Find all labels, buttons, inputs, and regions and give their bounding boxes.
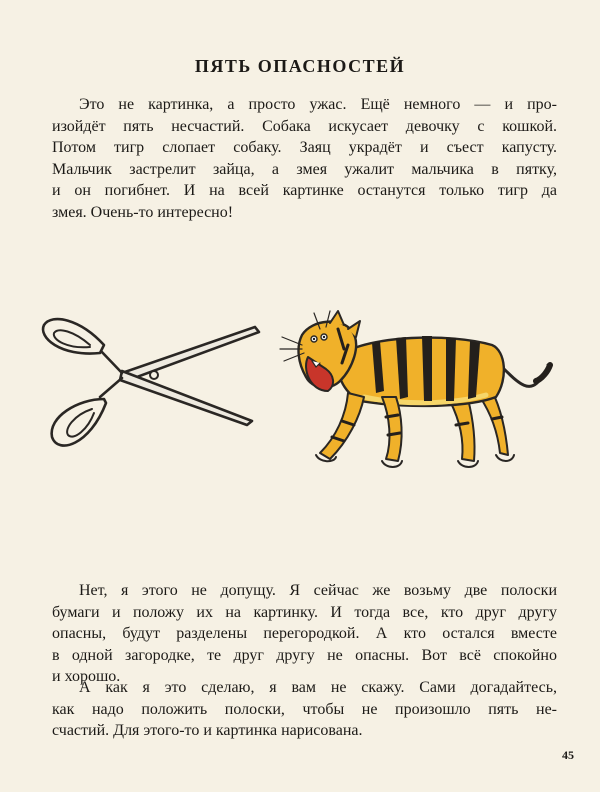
text-line: опасны, будут разделены перегородкой. А кто остался вместе <box>52 625 557 642</box>
tiger-icon <box>280 311 550 467</box>
text-line: бумаги и положу их на картинку. И тогда все, кто друг другу <box>52 603 557 621</box>
paragraph-intro <box>52 94 557 223</box>
text-line: Это не картинка, а просто ужас. Ещё немного — и про- <box>79 96 557 113</box>
text-line: и он погибнет. И на всей картинке останутся только тигр да <box>52 182 557 199</box>
text-line: как надо положить полоски, чтобы не произошло пять не- <box>52 700 557 718</box>
paragraph-plan <box>52 580 557 688</box>
page-number: 45 <box>562 748 574 762</box>
page-title: ПЯТЬ ОПАСНОСТЕЙ <box>194 56 406 76</box>
text-line: счастий. Для этого-то и картинка нарисована. <box>52 722 363 739</box>
text-line: изойдёт пять несчастий. Собака искусает девочку с кошкой. <box>52 117 557 135</box>
scissors-icon <box>43 319 259 445</box>
text-line: Потом тигр слопает собаку. Заяц украдёт и съест капусту. <box>52 139 557 156</box>
paragraph-challenge <box>52 677 557 742</box>
text-line: Нет, я этого не допущу. Я сейчас же возьму две полоски <box>79 582 557 599</box>
illustration-scissors-tiger <box>30 305 570 495</box>
illustration-svg <box>30 305 570 495</box>
text-line: А как я это сделаю, я вам не скажу. Сами догадайтесь, <box>79 679 557 696</box>
text-line: и хорошо. <box>52 668 121 685</box>
text-line: змея. Очень-то интересно! <box>52 203 234 221</box>
text-line: Мальчик застрелит зайца, а змея ужалит мальчика в пятку, <box>52 160 557 178</box>
text-line: в одной загородке, те друг другу не опасны. Вот всё спокойно <box>52 646 557 664</box>
